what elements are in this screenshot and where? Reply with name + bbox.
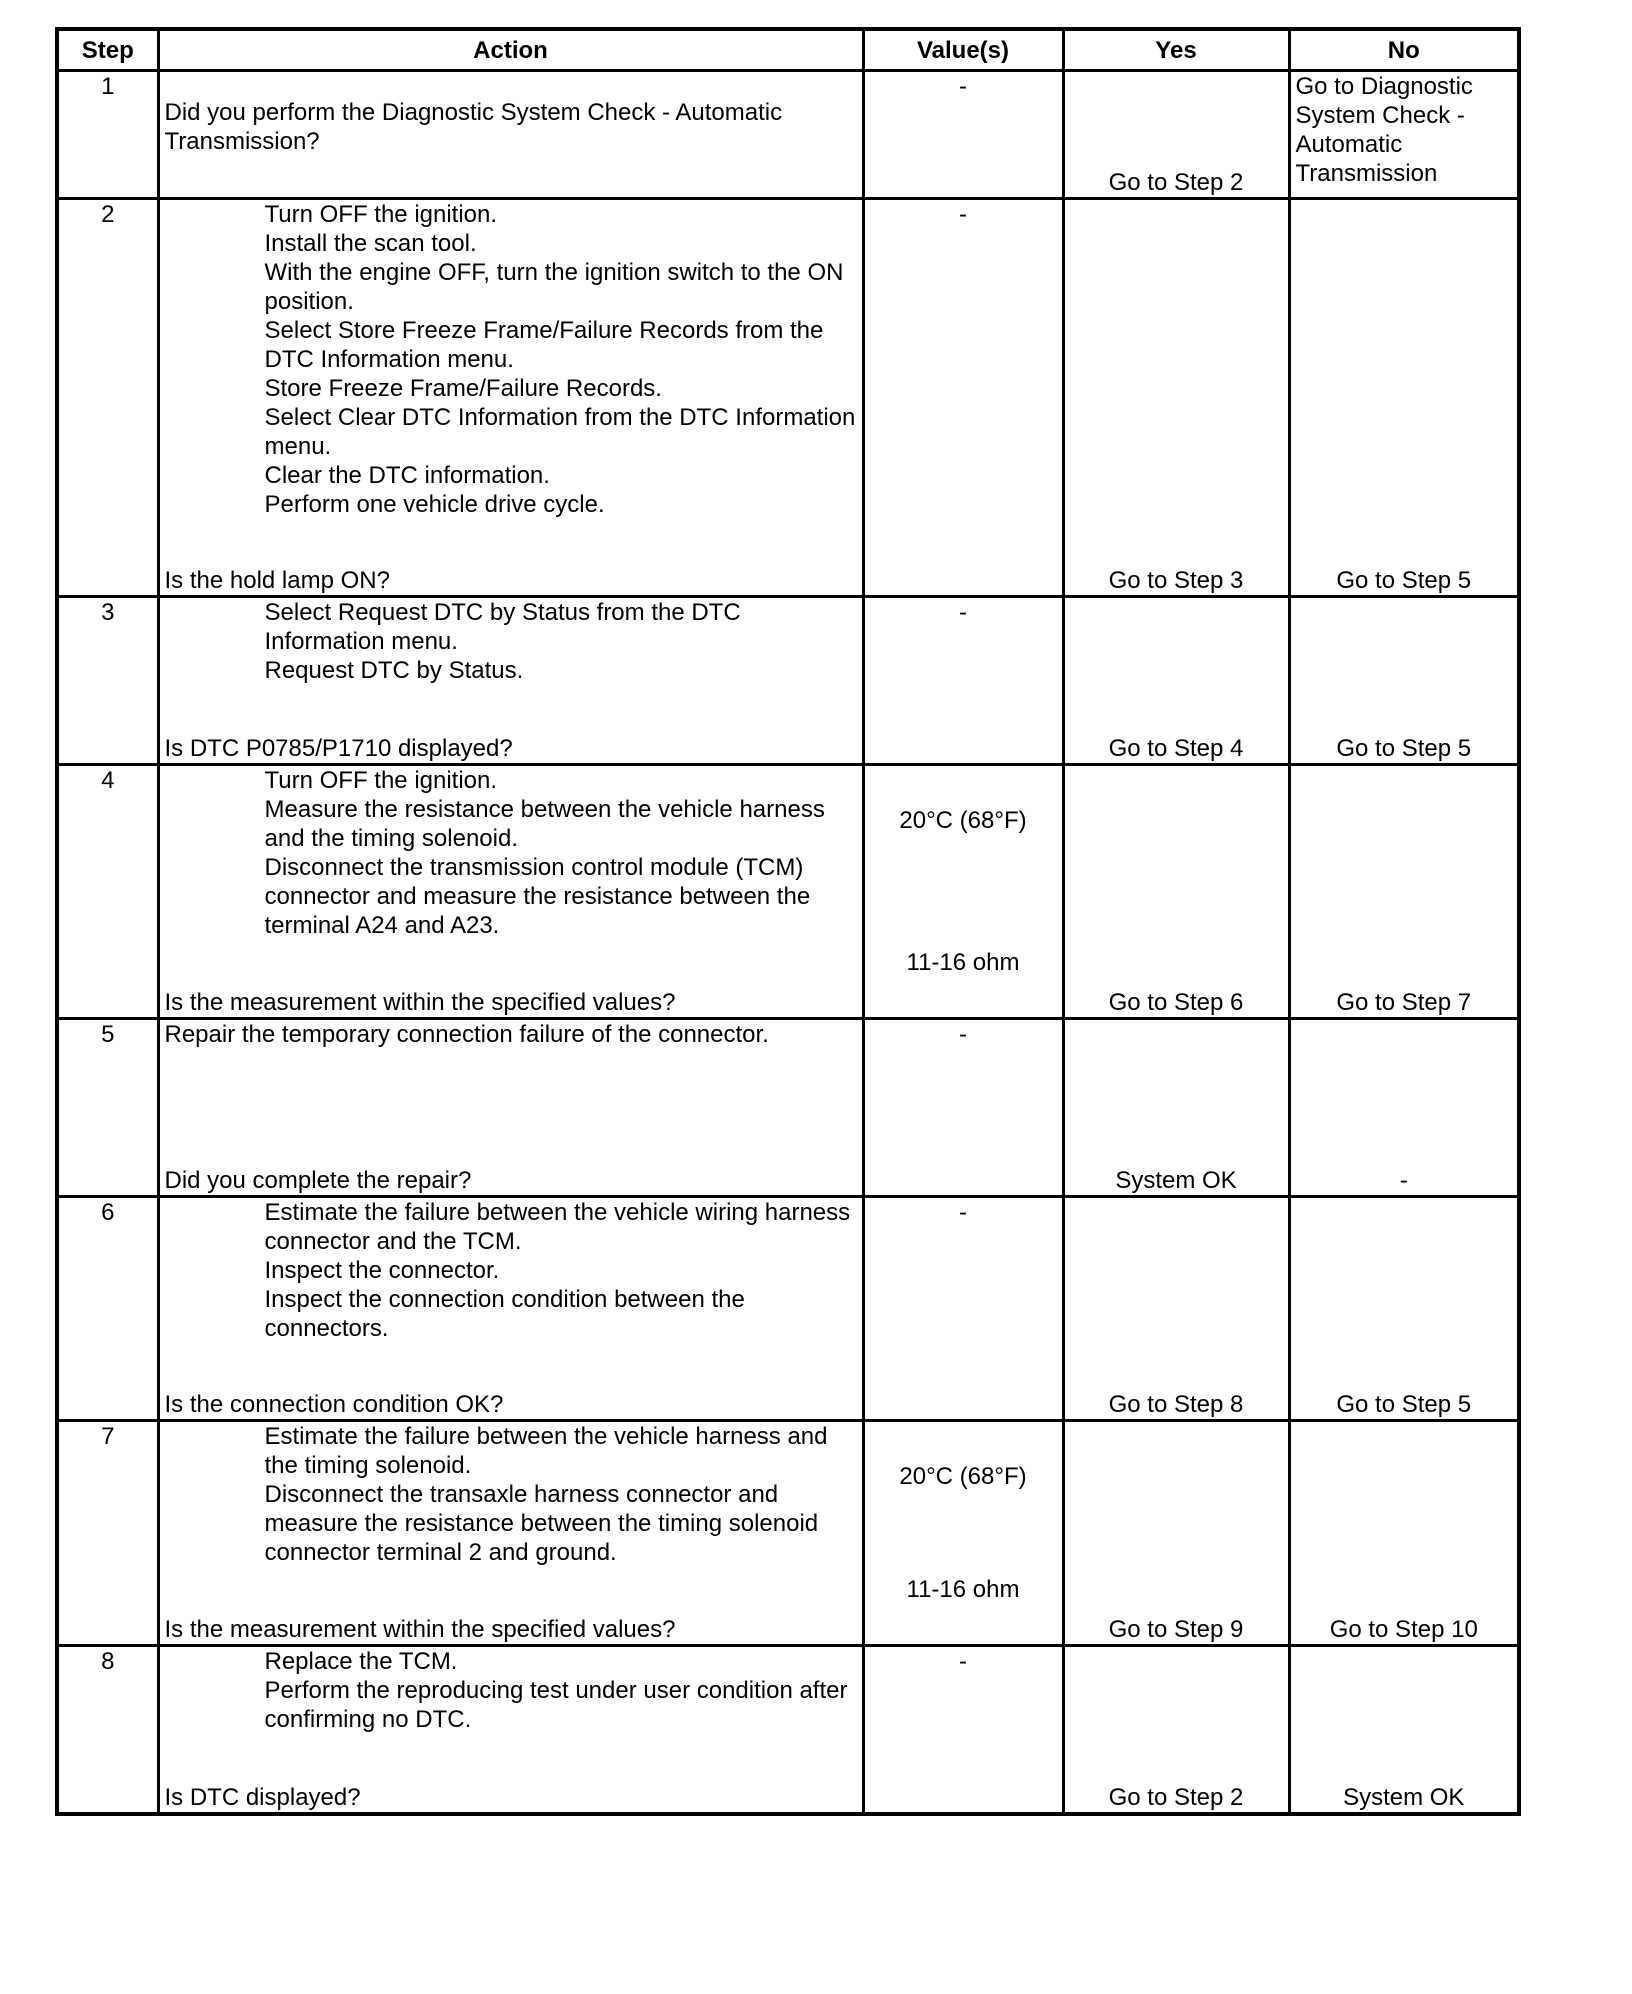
substep: Store Freeze Frame/Failure Records. — [264, 375, 662, 402]
no-result: Go to Step 5 — [1336, 735, 1472, 762]
action-cell — [158, 1646, 863, 1815]
value-text: - — [959, 201, 967, 228]
yes-cell — [1063, 199, 1289, 597]
substep: Select Clear DTC Information from the DTC Information menu. — [264, 404, 856, 460]
substep: Estimate the failure between the vehicle wiring harness connector and the TCM. — [264, 1199, 851, 1255]
yes-content — [1070, 598, 1283, 763]
substep: Inspect the connector. — [264, 1257, 500, 1284]
yes-result: Go to Step 2 — [1108, 1784, 1244, 1811]
action-content — [165, 1647, 857, 1812]
yes-content — [1070, 766, 1283, 1017]
action-content — [165, 1198, 857, 1419]
action-content — [165, 1422, 857, 1644]
table-row — [57, 1019, 1519, 1197]
no-cell — [1289, 765, 1519, 1019]
action-substeps — [165, 598, 857, 685]
step-number: 3 — [57, 597, 158, 765]
table-row — [57, 597, 1519, 765]
substep: Turn OFF the ignition. — [264, 201, 498, 228]
no-result: Go to Step 5 — [1336, 567, 1472, 594]
action-substeps — [165, 766, 857, 940]
no-cell — [1289, 1019, 1519, 1197]
step-number: 2 — [57, 199, 158, 597]
value-cell — [863, 1421, 1063, 1646]
step-number: 1 — [57, 71, 158, 199]
yes-content — [1070, 1020, 1283, 1195]
value-cell — [863, 1019, 1063, 1197]
no-result: System OK — [1343, 1784, 1465, 1811]
no-content — [1296, 598, 1513, 763]
yes-result: Go to Step 8 — [1108, 1391, 1244, 1418]
value-text: - — [959, 599, 967, 626]
substep: Inspect the connection condition between the connectors. — [264, 1286, 745, 1342]
value-cell — [863, 71, 1063, 199]
action-question: Is the measurement within the specified values? — [164, 989, 676, 1016]
table-row — [57, 1197, 1519, 1421]
yes-cell — [1063, 597, 1289, 765]
substep: Estimate the failure between the vehicle harness and the timing solenoid. — [264, 1423, 828, 1479]
action-question: Is the hold lamp ON? — [164, 567, 390, 594]
action-substeps — [165, 1198, 857, 1343]
value-cell — [863, 1197, 1063, 1421]
value-text: - — [959, 1648, 967, 1675]
value-cell — [863, 199, 1063, 597]
substep: Replace the TCM. — [264, 1648, 458, 1675]
header-yes: Yes — [1063, 29, 1289, 71]
action-intro: Repair the temporary connection failure of the connector. — [164, 1021, 769, 1048]
substep: Install the scan tool. — [264, 230, 477, 257]
substep: Turn OFF the ignition. — [264, 767, 498, 794]
action-substeps — [165, 200, 857, 519]
action-content — [165, 766, 857, 1017]
header-no: No — [1289, 29, 1519, 71]
no-content — [1296, 1647, 1513, 1812]
table-row — [57, 1421, 1519, 1646]
step-number: 6 — [57, 1197, 158, 1421]
yes-content — [1070, 200, 1283, 595]
step-number: 8 — [57, 1646, 158, 1815]
value-condition: 20°C (68°F) — [899, 1463, 1027, 1490]
yes-cell — [1063, 1019, 1289, 1197]
action-content — [165, 1020, 857, 1195]
action-cell — [158, 1421, 863, 1646]
no-result: Go to Diagnostic System Check - Automatic Transmission — [1295, 73, 1473, 187]
no-content — [1296, 1198, 1513, 1419]
value-text: - — [959, 1199, 967, 1226]
yes-result: System OK — [1115, 1167, 1237, 1194]
step-number: 5 — [57, 1019, 158, 1197]
value-cell — [863, 1646, 1063, 1815]
action-question: Did you complete the repair? — [164, 1167, 472, 1194]
value-content — [870, 1422, 1057, 1644]
action-cell — [158, 597, 863, 765]
action-content — [165, 598, 857, 763]
yes-cell — [1063, 1646, 1289, 1815]
no-result: Go to Step 5 — [1336, 1391, 1472, 1418]
value-cell — [863, 765, 1063, 1019]
no-cell — [1289, 1646, 1519, 1815]
yes-result: Go to Step 2 — [1108, 169, 1244, 196]
value-cell — [863, 597, 1063, 765]
no-cell — [1289, 71, 1519, 199]
no-result: Go to Step 10 — [1329, 1616, 1478, 1643]
yes-content — [1070, 1422, 1283, 1644]
header-row — [57, 29, 1519, 71]
table-row — [57, 199, 1519, 597]
no-content — [1296, 766, 1513, 1017]
yes-cell — [1063, 765, 1289, 1019]
substep: Disconnect the transmission control module (TCM) connector and measure the resistance between the terminal A24 and A23. — [264, 854, 811, 939]
yes-result: Go to Step 9 — [1108, 1616, 1244, 1643]
no-content — [1296, 1422, 1513, 1644]
header-action: Action — [158, 29, 863, 71]
value-spec: 11-16 ohm — [906, 1576, 1020, 1603]
yes-result: Go to Step 4 — [1108, 735, 1244, 762]
action-cell — [158, 199, 863, 597]
yes-cell — [1063, 1421, 1289, 1646]
action-cell — [158, 1197, 863, 1421]
no-cell — [1289, 1197, 1519, 1421]
table-row — [57, 765, 1519, 1019]
header-step: Step — [57, 29, 158, 71]
substep: Select Request DTC by Status from the DTC Information menu. — [264, 599, 741, 655]
yes-cell — [1063, 1197, 1289, 1421]
yes-result: Go to Step 6 — [1108, 989, 1244, 1016]
action-content — [165, 72, 857, 197]
header-values: Value(s) — [863, 29, 1063, 71]
action-question: Is DTC P0785/P1710 displayed? — [164, 735, 513, 762]
yes-result: Go to Step 3 — [1108, 567, 1244, 594]
diagnostic-table — [55, 27, 1521, 1816]
substep: With the engine OFF, turn the ignition switch to the ON position. — [264, 259, 844, 315]
step-number: 7 — [57, 1421, 158, 1646]
substep: Perform one vehicle drive cycle. — [264, 491, 605, 518]
action-question: Is the measurement within the specified values? — [164, 1616, 676, 1643]
action-cell — [158, 765, 863, 1019]
no-cell — [1289, 597, 1519, 765]
substep: Measure the resistance between the vehicle harness and the timing solenoid. — [264, 796, 825, 852]
action-question: Is the connection condition OK? — [164, 1391, 504, 1418]
action-substeps — [165, 1422, 857, 1567]
substep: Disconnect the transaxle harness connector and measure the resistance between the timing solenoid connector terminal 2 and ground. — [264, 1481, 819, 1566]
no-content — [1296, 1020, 1513, 1195]
no-result: - — [1399, 1167, 1408, 1194]
substep: Select Store Freeze Frame/Failure Records from the DTC Information menu. — [264, 317, 824, 373]
table-row — [57, 71, 1519, 199]
value-condition: 20°C (68°F) — [899, 807, 1027, 834]
action-substeps — [165, 1647, 857, 1734]
action-content — [165, 200, 857, 595]
substep: Request DTC by Status. — [264, 657, 524, 684]
value-spec: 11-16 ohm — [906, 949, 1020, 976]
substep: Clear the DTC information. — [264, 462, 550, 489]
value-text: - — [959, 1021, 967, 1048]
yes-cell — [1063, 71, 1289, 199]
yes-content — [1070, 1647, 1283, 1812]
substep: Perform the reproducing test under user condition after confirming no DTC. — [264, 1677, 848, 1733]
action-cell — [158, 71, 863, 199]
value-content — [870, 766, 1057, 1017]
step-number: 4 — [57, 765, 158, 1019]
no-result: Go to Step 7 — [1336, 989, 1472, 1016]
action-intro: Did you perform the Diagnostic System Check - Automatic Transmission? — [164, 99, 783, 155]
no-cell — [1289, 199, 1519, 597]
action-question: Is DTC displayed? — [164, 1784, 361, 1811]
no-cell — [1289, 1421, 1519, 1646]
value-text: - — [959, 73, 967, 100]
yes-content — [1070, 72, 1283, 197]
table-row — [57, 1646, 1519, 1815]
action-cell — [158, 1019, 863, 1197]
yes-content — [1070, 1198, 1283, 1419]
no-content — [1296, 200, 1513, 595]
